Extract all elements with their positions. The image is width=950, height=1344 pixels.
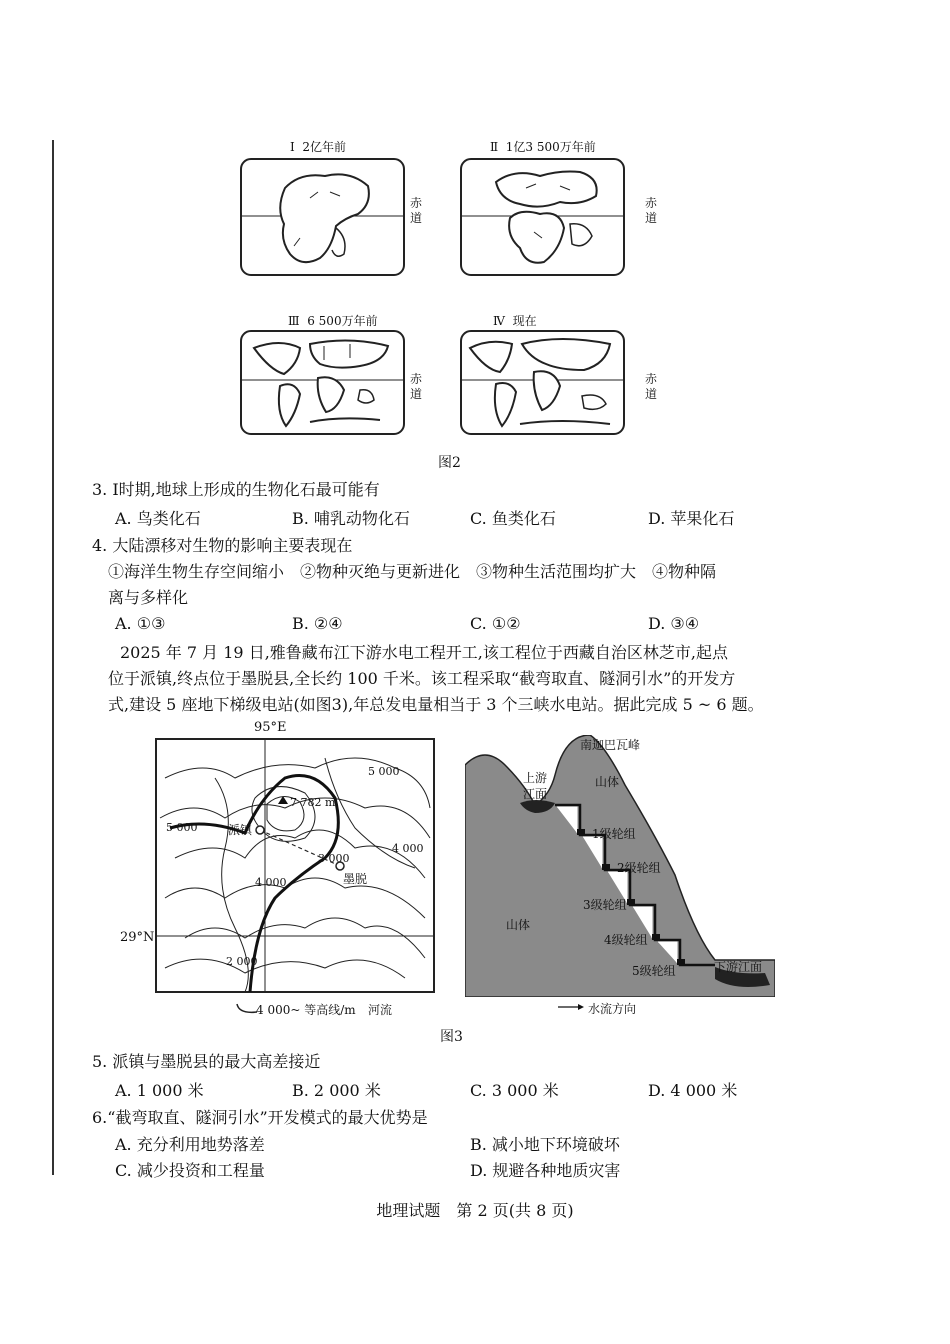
q3-option-b: B. 哺乳动物化石 (292, 509, 410, 528)
q5-option-a: A. 1 000 米 (115, 1081, 204, 1100)
q5-option-c: C. 3 000 米 (470, 1081, 559, 1100)
figure-2-caption: 图2 (438, 455, 461, 471)
station-3: 3级轮组 (583, 898, 627, 912)
station-1: 1级轮组 (592, 827, 636, 841)
map-4-title: Ⅳ 现在 (493, 314, 537, 328)
station-2: 2级轮组 (617, 861, 661, 875)
question-4-stem: 4. 大陆漂移对生物的影响主要表现在 (92, 536, 353, 555)
q4-items-line2: 离与多样化 (108, 588, 189, 607)
q3-option-c: C. 鱼类化石 (470, 509, 556, 528)
question-3-stem: 3. Ⅰ时期,地球上形成的生物化石最可能有 (92, 480, 380, 499)
q4-option-c: C. ①② (470, 614, 521, 633)
map-1-pangaea (240, 158, 405, 276)
map-3-title: Ⅲ 6 500万年前 (288, 314, 378, 328)
passage-line-2: 位于派镇,终点位于墨脱县,全长约 100 千米。该工程采取“截弯取直、隧洞引水”的开发方 (108, 669, 736, 688)
legend-river: 河流 (368, 1003, 393, 1017)
margin-line (52, 140, 54, 1175)
map-4-present (460, 330, 625, 435)
downstream-label: 下游江面 (714, 960, 763, 974)
map-2-title: Ⅱ 1亿3 500万年前 (490, 140, 596, 154)
town-motuo: 墨脱 (343, 872, 368, 886)
map-2-equator-label: 赤道 (645, 196, 658, 225)
map-4-equator-label: 赤道 (645, 372, 658, 401)
contour-label-3: 4 000 (392, 842, 424, 855)
map-2-laurasia-gondwana (460, 158, 625, 276)
mountain-top-label: 山体 (595, 775, 620, 789)
longitude-label: 95°E (254, 720, 287, 735)
latitude-label: 29°N (120, 930, 155, 945)
q4-option-d: D. ③④ (648, 614, 700, 633)
peak-elevation: 7 782 m (290, 796, 336, 809)
contour-label-2: 5 000 (166, 821, 198, 834)
q5-option-d: D. 4 000 米 (648, 1081, 738, 1100)
q6-option-c: C. 减少投资和工程量 (115, 1161, 265, 1180)
upstream-label: 上游 江面 (523, 771, 548, 801)
peak-namchabarwa: 南迦巴瓦峰 (580, 738, 641, 752)
q6-option-a: A. 充分利用地势落差 (115, 1135, 265, 1154)
flow-direction-label: 水流方向 (588, 1002, 637, 1016)
map-1-equator-label: 赤道 (410, 196, 423, 225)
contour-label-4: 4 000 (255, 876, 287, 889)
q4-items-line1: ①海洋生物生存空间缩小 ②物种灭绝与更新进化 ③物种生活范围均扩大 ④物种隔 (108, 562, 717, 581)
map-1-title: Ⅰ 2亿年前 (290, 140, 347, 154)
q5-option-b: B. 2 000 米 (292, 1081, 381, 1100)
map-3-equator-label: 赤道 (410, 372, 423, 401)
page-footer: 地理试题 第 2 页(共 8 页) (376, 1201, 574, 1220)
passage-line-3: 式,建设 5 座地下梯级电站(如图3),年总发电量相当于 3 个三峡水电站。据此完成 5 ~ 6 题。 (108, 695, 764, 714)
q4-option-b: B. ②④ (292, 614, 343, 633)
station-4: 4级轮组 (604, 933, 648, 947)
contour-label-1: 5 000 (368, 765, 400, 778)
q6-option-b: B. 减小地下环境破坏 (470, 1135, 620, 1154)
q3-option-d: D. 苹果化石 (648, 509, 735, 528)
map-3-65ma (240, 330, 405, 435)
q6-option-d: D. 规避各种地质灾害 (470, 1161, 621, 1180)
flow-arrow-icon (556, 1001, 586, 1013)
contour-label-6: 2 000 (226, 955, 258, 968)
station-5: 5级轮组 (632, 964, 676, 978)
legend-contour: 4 000~ 等高线/m (256, 1003, 356, 1017)
figure-3-caption: 图3 (440, 1029, 463, 1045)
q4-option-a: A. ①③ (115, 614, 166, 633)
contour-label-5: 3 000 (318, 852, 350, 865)
mountain-left-label: 山体 (506, 918, 531, 932)
town-pai: 派镇 (228, 823, 253, 837)
q3-option-a: A. 鸟类化石 (115, 509, 201, 528)
question-5-stem: 5. 派镇与墨脱县的最大高差接近 (92, 1052, 321, 1071)
passage-line-1: 2025 年 7 月 19 日,雅鲁藏布江下游水电工程开工,该工程位于西藏自治区林芝市,起点 (120, 643, 728, 662)
question-6-stem: 6.“截弯取直、隧洞引水”开发模式的最大优势是 (92, 1108, 428, 1127)
